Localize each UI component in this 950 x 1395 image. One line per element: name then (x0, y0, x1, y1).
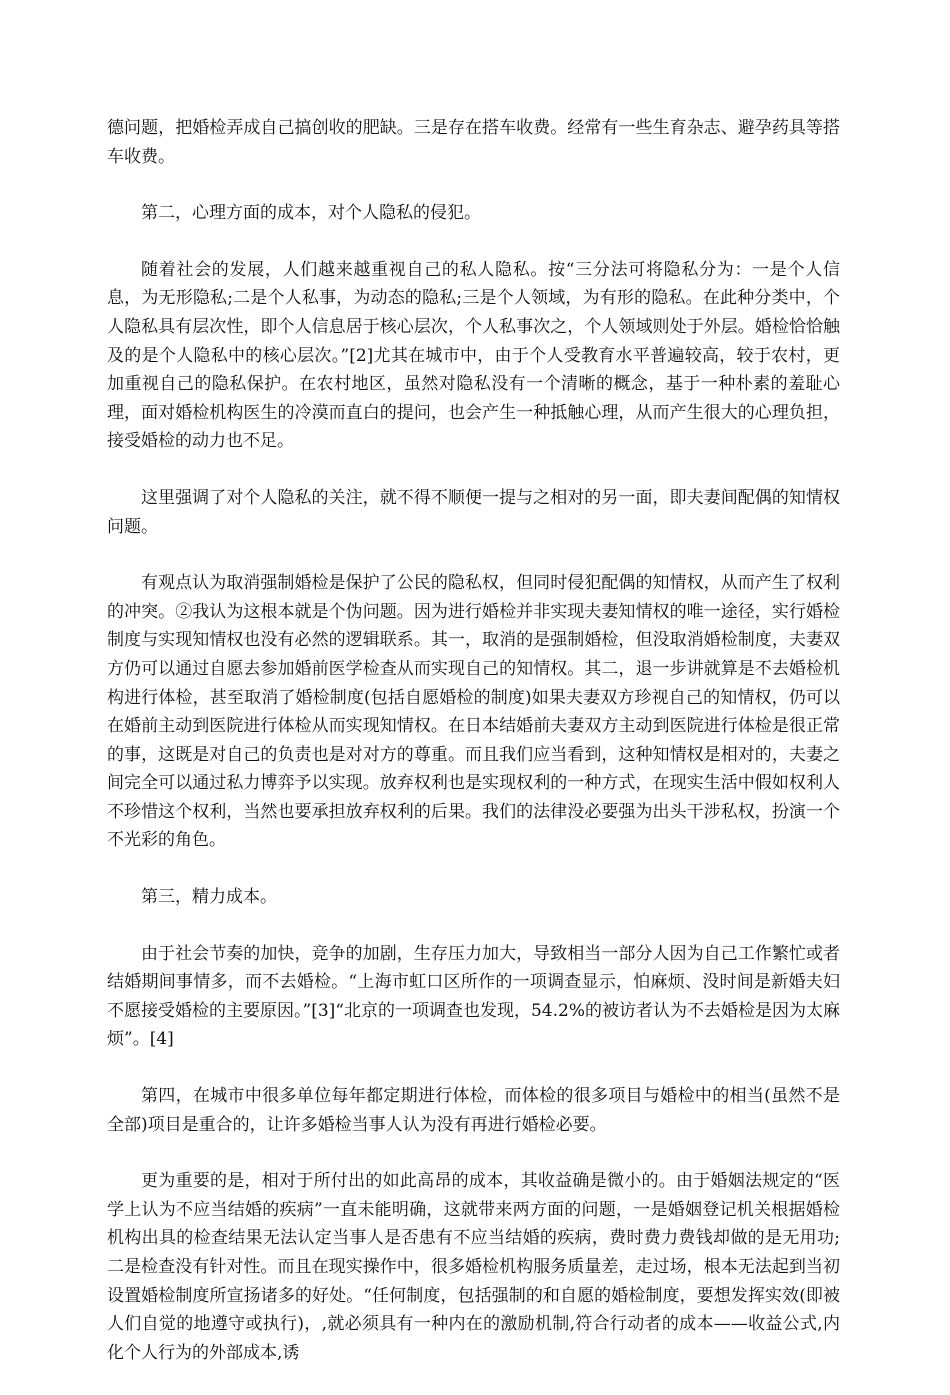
paragraph-fourth: 第四，在城市中很多单位每年都定期进行体检，而体检的很多项目与婚检中的相当(虽然不是全部)项目是重合的，让许多婚检当事人认为没有再进行婚检必要。 (107, 1086, 840, 1135)
paragraph-benefits: 更为重要的是，相对于所付出的如此高昂的成本，其收益确是微小的。由于婚姻法规定的“医学上认为不应当结婚的疾病”一直未能明确，这就带来两方面的问题，一是婚姻登记机关根据婚检机构出具的检查结果无法认定当事人是否患有不应当结婚的疾病，费时费力费钱却做的是无用功;二是检查没有针对性。而且在现实操作中，很多婚检机构服务质量差，走过场，根本无法起到当初设置婚检制度所宣扬诸多的好处。“任何制度，包括强制的和自愿的婚检制度，要想发挥实效(即被人们自觉的地遵守或执行)，,就必须具有一种内在的激励机制,符合行动者的成本——收益公式,内化个人行为的外部成本,诱 (107, 1171, 840, 1363)
paragraph-heading-second: 第二，心理方面的成本，对个人隐私的侵犯。 (141, 203, 481, 224)
paragraph-continuation: 德问题，把婚检弄成自己搞创收的肥缺。三是存在搭车收费。经常有一些生育杂志、避孕药具等搭车收费。 (107, 118, 840, 167)
paragraph-right-to-know: 这里强调了对个人隐私的关注，就不得不顺便一提与之相对的另一面，即夫妻间配偶的知情权问题。 (107, 487, 840, 537)
paragraph-energy-cost: 由于社会节奏的加快，竞争的加剧，生存压力加大，导致相当一部分人因为自己工作繁忙或者结婚期间事情多，而不去婚检。“上海市虹口区所作的一项调查显示，怕麻烦、没时间是新婚夫妇不愿接受婚检的主要原因。”[3]“北京的一项调查也发现，54.2%的被访者认为不去婚检是因为太麻烦”。[4] (107, 943, 840, 1050)
paragraph-privacy: 随着社会的发展，人们越来越重视自己的私人隐私。按“三分法可将隐私分为：一是个人信息，为无形隐私;二是个人私事，为动态的隐私;三是个人领域，为有形的隐私。在此种分类中，个人隐私具有层次性，即个人信息居于核心层次，个人私事次之，个人领域则处于外层。婚检恰恰触及的是个人隐私中的核心层次。”[2]尤其在城市中，由于个人受教育水平普遍较高，较于农村，更加重视自己的隐私保护。在农村地区，虽然对隐私没有一个清晰的概念，基于一种朴素的羞耻心理，面对婚检机构医生的冷漠而直白的提问，也会产生一种抵触心理，从而产生很大的心理负担，接受婚检的动力也不足。 (107, 259, 840, 452)
paragraph-rights-conflict: 有观点认为取消强制婚检是保护了公民的隐私权，但同时侵犯配偶的知情权，从而产生了权利的冲突。②我认为这根本就是个伪问题。因为进行婚检并非实现夫妻知情权的唯一途径，实行婚检制度与实现知情权也没有必然的逻辑联系。其一，取消的是强制婚检，但没取消婚检制度，夫妻双方仍可以通过自愿去参加婚前医学检查从而实现自己的知情权。其二，退一步讲就算是不去婚检机构进行体检，甚至取消了婚检制度(包括自愿婚检的制度)如果夫妻双方珍视自己的知情权，仍可以在婚前主动到医院进行体检从而实现知情权。在日本结婚前夫妻双方主动到医院进行体检是很正常的事，这既是对自己的负责也是对对方的尊重。而且我们应当看到，这种知情权是相对的，夫妻之间完全可以通过私力博弈予以实现。放弃权利也是实现权利的一种方式，在现实生活中假如权利人不珍惜这个权利，当然也要承担放弃权利的后果。我们的法律没必要强为出头干涉私权，扮演一个不光彩的角色。 (107, 573, 840, 851)
document-body (107, 114, 840, 1395)
paragraph-heading-third: 第三，精力成本。 (141, 887, 277, 908)
